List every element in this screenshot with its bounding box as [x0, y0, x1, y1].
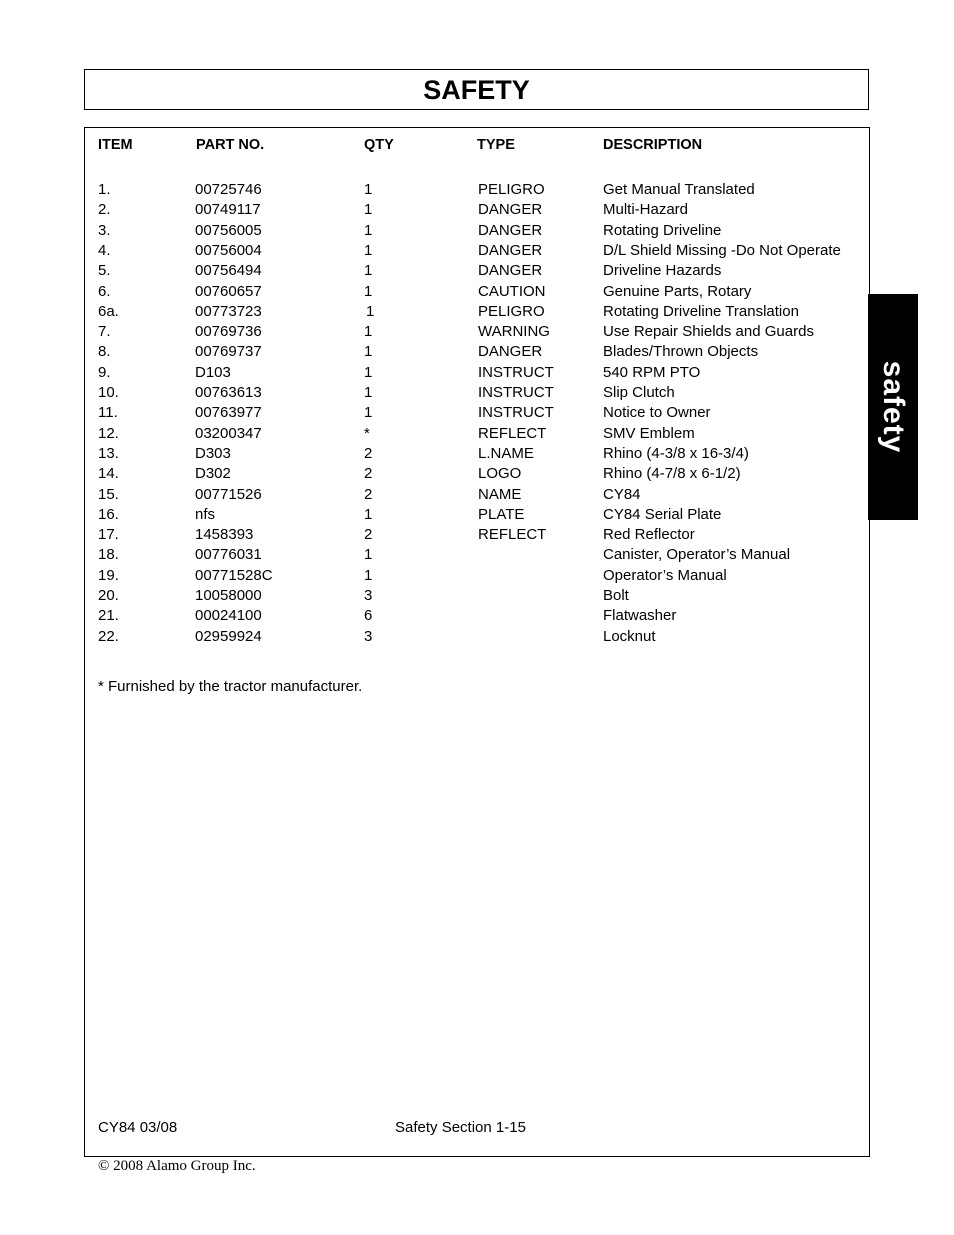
cell-item: 13.: [98, 445, 119, 462]
cell-description: Rhino (4-7/8 x 6-1/2): [603, 465, 741, 482]
cell-part-no: 00769736: [195, 323, 262, 340]
cell-item: 20.: [98, 587, 119, 604]
cell-type: NAME: [478, 486, 522, 503]
cell-description: Rotating Driveline: [603, 222, 722, 239]
cell-type: DANGER: [478, 222, 543, 239]
cell-qty: 1: [364, 404, 373, 421]
cell-type: DANGER: [478, 343, 543, 360]
cell-type: PELIGRO: [478, 303, 545, 320]
cell-type: INSTRUCT: [478, 404, 554, 421]
cell-item: 1.: [98, 181, 111, 198]
cell-qty: 2: [364, 486, 373, 503]
cell-qty: 1: [364, 384, 373, 401]
cell-qty: 1: [364, 506, 373, 523]
footer-model-date: CY84 03/08: [98, 1119, 178, 1136]
cell-description: Slip Clutch: [603, 384, 675, 401]
cell-type: PLATE: [478, 506, 525, 523]
cell-item: 11.: [98, 404, 118, 421]
cell-qty: 2: [364, 526, 373, 543]
cell-item: 9.: [98, 364, 111, 381]
cell-item: 21.: [98, 607, 119, 624]
column-header-item: ITEM: [98, 137, 133, 153]
cell-item: 16.: [98, 506, 119, 523]
cell-part-no: D302: [195, 465, 231, 482]
cell-part-no: 00763977: [195, 404, 262, 421]
cell-qty: 1: [364, 201, 373, 218]
cell-type: LOGO: [478, 465, 522, 482]
cell-part-no: 00725746: [195, 181, 262, 198]
cell-description: D/L Shield Missing -Do Not Operate: [603, 242, 841, 259]
cell-item: 6a.: [98, 303, 119, 320]
cell-type: L.NAME: [478, 445, 534, 462]
cell-description: Operator’s Manual: [603, 567, 727, 584]
cell-description: Rhino (4-3/8 x 16-3/4): [603, 445, 749, 462]
cell-part-no: 00769737: [195, 343, 262, 360]
cell-qty: 1: [364, 364, 373, 381]
cell-part-no: 00760657: [195, 283, 262, 300]
section-tab: [868, 294, 918, 520]
cell-qty: 1: [364, 546, 373, 563]
cell-qty: 1: [364, 323, 373, 340]
cell-item: 18.: [98, 546, 119, 563]
cell-description: CY84: [603, 486, 641, 503]
cell-description: Genuine Parts, Rotary: [603, 283, 752, 300]
cell-description: Blades/Thrown Objects: [603, 343, 759, 360]
cell-item: 4.: [98, 242, 111, 259]
cell-item: 19.: [98, 567, 119, 584]
cell-part-no: 00771528C: [195, 567, 273, 584]
cell-description: Bolt: [603, 587, 629, 604]
cell-item: 7.: [98, 323, 111, 340]
cell-qty: 1: [364, 222, 373, 239]
cell-qty: 1: [364, 567, 373, 584]
cell-description: Flatwasher: [603, 607, 677, 624]
cell-qty: 3: [364, 587, 373, 604]
column-header-type: TYPE: [477, 137, 515, 153]
column-header-qty: QTY: [364, 137, 394, 153]
cell-type: INSTRUCT: [478, 364, 554, 381]
cell-part-no: 00756494: [195, 262, 262, 279]
cell-qty: 1: [364, 343, 373, 360]
cell-qty: *: [364, 425, 370, 442]
cell-part-no: nfs: [195, 506, 216, 523]
cell-item: 17.: [98, 526, 119, 543]
cell-description: CY84 Serial Plate: [603, 506, 722, 523]
cell-qty: 2: [364, 465, 373, 482]
cell-item: 6.: [98, 283, 111, 300]
cell-description: Canister, Operator’s Manual: [603, 546, 791, 563]
cell-part-no: 00776031: [195, 546, 262, 563]
cell-part-no: 03200347: [195, 425, 262, 442]
cell-item: 10.: [98, 384, 119, 401]
cell-part-no: 00773723: [195, 303, 262, 320]
cell-qty: 1: [364, 262, 373, 279]
cell-type: CAUTION: [478, 283, 546, 300]
cell-part-no: 02959924: [195, 628, 262, 645]
cell-part-no: 00749117: [195, 201, 261, 218]
cell-description: Driveline Hazards: [603, 262, 722, 279]
cell-description: Red Reflector: [603, 526, 695, 543]
cell-part-no: 00763613: [195, 384, 262, 401]
cell-item: 5.: [98, 262, 111, 279]
cell-part-no: 00024100: [195, 607, 262, 624]
cell-qty: 2: [364, 445, 373, 462]
cell-description: SMV Emblem: [603, 425, 695, 442]
cell-qty: 3: [364, 628, 373, 645]
cell-type: DANGER: [478, 262, 543, 279]
cell-description: Locknut: [603, 628, 656, 645]
cell-type: WARNING: [478, 323, 550, 340]
cell-type: DANGER: [478, 201, 543, 218]
cell-description: Rotating Driveline Translation: [603, 303, 799, 320]
cell-qty: 1: [364, 181, 373, 198]
cell-part-no: 00771526: [195, 486, 262, 503]
cell-description: 540 RPM PTO: [603, 364, 701, 381]
cell-item: 15.: [98, 486, 119, 503]
cell-item: 3.: [98, 222, 111, 239]
cell-part-no: 10058000: [195, 587, 262, 604]
copyright: © 2008 Alamo Group Inc.: [98, 1158, 256, 1174]
footer-section: Safety Section 1-15: [395, 1119, 526, 1136]
cell-item: 12.: [98, 425, 119, 442]
cell-item: 2.: [98, 201, 111, 218]
column-header-part-no: PART NO.: [196, 137, 265, 153]
cell-description: Multi-Hazard: [603, 201, 689, 218]
cell-part-no: 1458393: [195, 526, 254, 543]
cell-item: 14.: [98, 465, 119, 482]
column-header-description: DESCRIPTION: [603, 137, 703, 153]
page-title: SAFETY: [423, 75, 530, 105]
cell-item: 22.: [98, 628, 119, 645]
cell-part-no: D303: [195, 445, 231, 462]
cell-type: REFLECT: [478, 425, 547, 442]
cell-description: Get Manual Translated: [603, 181, 755, 198]
cell-type: REFLECT: [478, 526, 547, 543]
cell-part-no: D103: [195, 364, 231, 381]
cell-qty: 1: [364, 283, 373, 300]
cell-part-no: 00756005: [195, 222, 262, 239]
cell-description: Use Repair Shields and Guards: [603, 323, 814, 340]
cell-part-no: 00756004: [195, 242, 262, 259]
cell-type: INSTRUCT: [478, 384, 554, 401]
cell-type: DANGER: [478, 242, 543, 259]
cell-type: PELIGRO: [478, 181, 545, 198]
footnote: * Furnished by the tractor manufacturer.: [98, 678, 363, 695]
cell-qty: 1: [366, 303, 375, 320]
cell-item: 8.: [98, 343, 111, 360]
cell-qty: 1: [364, 242, 373, 259]
page-title-box: [84, 69, 869, 110]
cell-qty: 6: [364, 607, 373, 624]
section-tab-label: safety: [877, 360, 910, 454]
cell-description: Notice to Owner: [603, 404, 711, 421]
